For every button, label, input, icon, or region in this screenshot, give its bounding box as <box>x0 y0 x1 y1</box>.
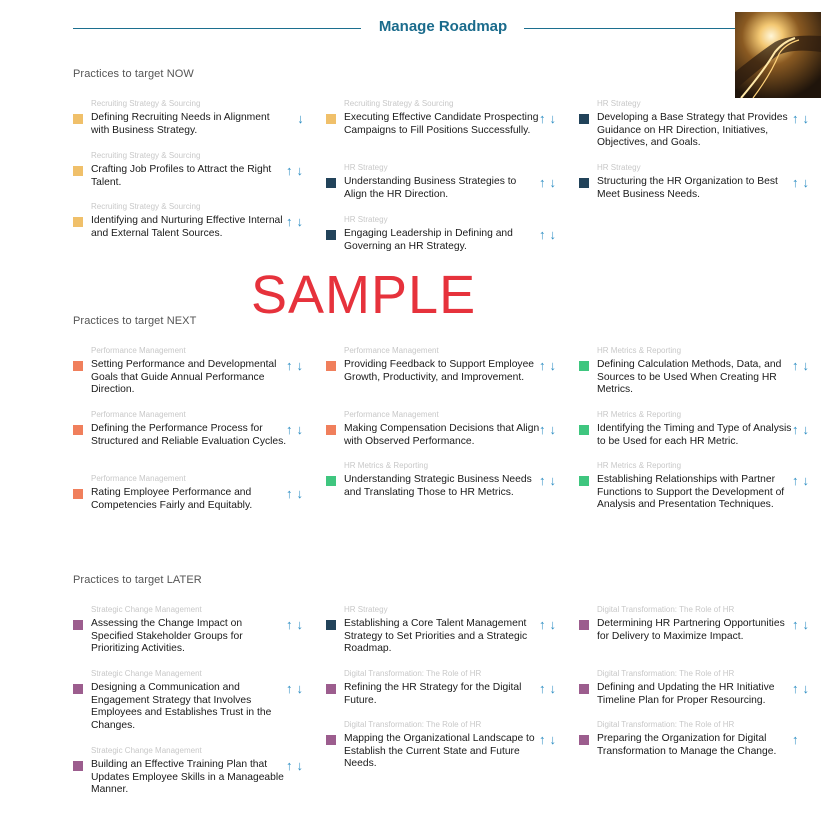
category-color-swatch <box>579 425 589 435</box>
roadmap-item <box>326 668 566 707</box>
roadmap-item <box>73 150 313 189</box>
item-category: HR Strategy <box>344 163 388 172</box>
category-color-swatch <box>326 230 336 240</box>
category-color-swatch <box>326 620 336 630</box>
item-category: Recruiting Strategy & Sourcing <box>91 202 201 211</box>
reorder-arrows <box>539 681 560 696</box>
item-category: HR Metrics & Reporting <box>344 461 429 470</box>
item-text: Building an Effective Training Plan that Updates Employee Skills in a Manageable Manner. <box>91 759 284 796</box>
move-up-icon[interactable]: ↑ <box>539 227 546 242</box>
item-category: HR Metrics & Reporting <box>597 410 682 419</box>
item-text: Rating Employee Performance and Competencies Fairly and Equitably. <box>91 487 253 511</box>
reorder-arrows <box>286 758 307 773</box>
item-row <box>326 176 566 201</box>
reorder-arrows <box>286 617 307 632</box>
move-up-icon[interactable]: ↑ <box>539 422 546 437</box>
item-category: HR Strategy <box>344 215 388 224</box>
reorder-arrows <box>792 111 813 126</box>
item-text: Defining and Updating the HR Initiative Timeline Plan for Proper Resourcing. <box>597 682 775 706</box>
category-color-swatch <box>579 114 589 124</box>
reorder-arrows <box>286 681 307 696</box>
page-title: Manage Roadmap <box>378 18 508 35</box>
move-up-icon[interactable]: ↑ <box>539 473 546 488</box>
move-down-icon[interactable]: ↓ <box>296 681 303 696</box>
roadmap-item <box>579 719 819 758</box>
item-category: Recruiting Strategy & Sourcing <box>91 99 201 108</box>
header-rule-right <box>524 28 735 29</box>
reorder-arrows <box>539 358 560 373</box>
item-category: Digital Transformation: The Role of HR <box>597 669 735 678</box>
reorder-arrows <box>539 732 560 747</box>
move-up-icon[interactable]: ↑ <box>539 111 546 126</box>
reorder-arrows <box>286 214 307 229</box>
item-category: HR Strategy <box>597 163 641 172</box>
category-color-swatch <box>579 476 589 486</box>
item-row <box>579 359 819 397</box>
item-text: Understanding Strategic Business Needs and Translating Those to HR Metrics. <box>344 474 532 498</box>
reorder-arrows <box>539 617 560 632</box>
move-up-icon[interactable]: ↑ <box>792 111 799 126</box>
item-row <box>326 474 566 499</box>
item-row <box>326 359 566 384</box>
item-row <box>579 423 819 448</box>
move-down-icon[interactable]: ↓ <box>802 681 809 696</box>
category-color-swatch <box>73 684 83 694</box>
move-down-icon[interactable]: ↓ <box>802 111 809 126</box>
item-text: Making Compensation Decisions that Align with Observed Performance. <box>344 423 540 447</box>
move-up-icon[interactable]: ↑ <box>539 175 546 190</box>
item-row <box>73 112 313 137</box>
roadmap-item <box>73 409 313 448</box>
move-up-icon[interactable]: ↑ <box>539 732 546 747</box>
item-row <box>326 228 566 253</box>
category-color-swatch <box>73 166 83 176</box>
item-text: Mapping the Organizational Landscape to Establish the Current State and Future Needs. <box>344 733 535 770</box>
category-color-swatch <box>326 425 336 435</box>
item-text: Preparing the Organization for Digital Transformation to Manage the Change. <box>597 733 777 757</box>
roadmap-item <box>73 745 313 797</box>
item-text: Establishing a Core Talent Management Strategy to Set Priorities and a Strategic Roadmap. <box>344 618 528 655</box>
category-color-swatch <box>579 684 589 694</box>
item-row <box>326 733 566 771</box>
item-text: Executing Effective Candidate Prospecting Campaigns to Fill Positions Successfully. <box>344 112 539 136</box>
move-up-icon[interactable]: ↑ <box>286 214 293 229</box>
header <box>0 0 840 60</box>
item-text: Engaging Leadership in Defining and Governing an HR Strategy. <box>344 228 513 252</box>
item-row <box>579 112 819 150</box>
reorder-arrows <box>792 681 813 696</box>
move-up-icon[interactable]: ↑ <box>792 473 799 488</box>
roadmap-item <box>579 345 819 397</box>
roadmap-item <box>579 460 819 512</box>
roadmap-item <box>73 345 313 397</box>
category-color-swatch <box>73 425 83 435</box>
move-down-icon[interactable]: ↓ <box>549 732 556 747</box>
item-text: Defining the Performance Process for Structured and Reliable Evaluation Cycles. <box>91 423 287 447</box>
move-down-icon[interactable]: ↓ <box>549 422 556 437</box>
item-row <box>326 618 566 656</box>
category-color-swatch <box>326 114 336 124</box>
move-down-icon[interactable]: ↓ <box>296 214 303 229</box>
roadmap-item <box>326 214 566 253</box>
roadmap-item <box>579 409 819 448</box>
reorder-arrows <box>792 175 813 190</box>
item-row <box>326 112 566 137</box>
roadmap-item <box>326 98 566 137</box>
move-up-icon[interactable]: ↑ <box>286 486 293 501</box>
roadmap-item <box>326 719 566 771</box>
move-down-icon[interactable]: ↓ <box>802 422 809 437</box>
category-color-swatch <box>579 361 589 371</box>
reorder-arrows <box>792 422 813 437</box>
reorder-arrows <box>539 422 560 437</box>
item-category: Strategic Change Management <box>91 669 202 678</box>
reorder-arrows <box>286 486 307 501</box>
move-up-icon[interactable]: ↑ <box>539 617 546 632</box>
reorder-arrows <box>286 422 307 437</box>
item-text: Structuring the HR Organization to Best Meet Business Needs. <box>597 176 778 200</box>
category-color-swatch <box>326 476 336 486</box>
item-row <box>73 487 313 512</box>
roadmap-item <box>326 162 566 201</box>
roadmap-item <box>326 604 566 656</box>
item-row <box>73 759 313 797</box>
move-up-icon[interactable]: ↑ <box>286 422 293 437</box>
category-color-swatch <box>326 735 336 745</box>
item-text: Developing a Base Strategy that Provides Guidance on HR Direction, Initiatives, Objectives, and Goals. <box>597 112 788 149</box>
roadmap-item <box>73 473 313 512</box>
category-color-swatch <box>73 761 83 771</box>
item-text: Providing Feedback to Support Employee Growth, Productivity, and Improvement. <box>344 359 535 383</box>
reorder-arrows <box>539 175 560 190</box>
move-up-icon[interactable]: ↑ <box>286 681 293 696</box>
roadmap-thumbnail-image <box>735 12 821 98</box>
item-category: Digital Transformation: The Role of HR <box>344 720 482 729</box>
item-category: Performance Management <box>344 410 439 419</box>
move-up-icon[interactable]: ↑ <box>286 617 293 632</box>
section-label: Practices to target NOW <box>73 68 194 80</box>
move-down-icon[interactable]: ↓ <box>549 227 556 242</box>
item-text: Defining Calculation Methods, Data, and Sources to be Used When Creating HR Metrics. <box>597 359 782 396</box>
item-category: HR Strategy <box>597 99 641 108</box>
move-down-icon[interactable]: ↓ <box>549 358 556 373</box>
move-up-icon[interactable]: ↑ <box>792 617 799 632</box>
item-row <box>73 359 313 397</box>
item-category: Performance Management <box>91 410 186 419</box>
item-category: HR Strategy <box>344 605 388 614</box>
move-up-icon[interactable]: ↑ <box>792 422 799 437</box>
move-down-icon[interactable]: ↓ <box>296 422 303 437</box>
arrow-spacer <box>286 111 293 126</box>
item-text: Determining HR Partnering Opportunities for Delivery to Maximize Impact. <box>597 618 785 642</box>
item-row <box>579 682 819 707</box>
item-text: Identifying the Timing and Type of Analysis to be Used for each HR Metric. <box>597 423 792 447</box>
item-text: Establishing Relationships with Partner Functions to Support the Development of Analysis and Presentation Techniques. <box>597 474 785 511</box>
item-row <box>579 176 819 201</box>
move-down-icon[interactable]: ↓ <box>549 111 556 126</box>
item-row <box>579 618 819 643</box>
reorder-arrows <box>286 163 307 178</box>
reorder-arrows <box>286 111 308 126</box>
item-text: Setting Performance and Developmental Goals that Guide Annual Performance Direction. <box>91 359 277 396</box>
move-down-icon[interactable]: ↓ <box>802 358 809 373</box>
item-row <box>579 474 819 512</box>
move-up-icon[interactable]: ↑ <box>286 163 293 178</box>
item-category: Strategic Change Management <box>91 746 202 755</box>
category-color-swatch <box>326 178 336 188</box>
item-category: Digital Transformation: The Role of HR <box>597 720 735 729</box>
roadmap-item <box>579 98 819 150</box>
item-category: Digital Transformation: The Role of HR <box>597 605 735 614</box>
move-down-icon[interactable]: ↓ <box>296 617 303 632</box>
category-color-swatch <box>73 620 83 630</box>
move-down-icon[interactable]: ↓ <box>549 617 556 632</box>
section-label: Practices to target LATER <box>73 574 202 586</box>
item-category: Performance Management <box>91 474 186 483</box>
item-category: Performance Management <box>344 346 439 355</box>
item-text: Refining the HR Strategy for the Digital Future. <box>344 682 522 706</box>
item-row <box>73 618 313 656</box>
move-down-icon[interactable]: ↓ <box>802 473 809 488</box>
roadmap-item <box>579 668 819 707</box>
category-color-swatch <box>326 361 336 371</box>
move-up-icon[interactable]: ↑ <box>286 358 293 373</box>
move-down-icon[interactable]: ↓ <box>549 175 556 190</box>
item-text: Assessing the Change Impact on Specified Stakeholder Groups for Prioritizing Activities. <box>91 618 243 655</box>
roadmap-item <box>579 604 819 643</box>
item-category: Performance Management <box>91 346 186 355</box>
roadmap-item <box>73 98 313 137</box>
reorder-arrows <box>792 473 813 488</box>
move-up-icon[interactable]: ↑ <box>792 681 799 696</box>
category-color-swatch <box>73 361 83 371</box>
category-color-swatch <box>326 684 336 694</box>
roadmap-item <box>326 409 566 448</box>
move-down-icon[interactable]: ↓ <box>802 617 809 632</box>
reorder-arrows <box>539 473 560 488</box>
category-color-swatch <box>579 735 589 745</box>
move-down-icon[interactable]: ↓ <box>296 358 303 373</box>
reorder-arrows <box>539 227 560 242</box>
move-down-icon[interactable]: ↓ <box>297 111 304 126</box>
item-row <box>73 423 313 448</box>
roadmap-item <box>579 162 819 201</box>
roadmap-item <box>326 460 566 499</box>
item-category: Recruiting Strategy & Sourcing <box>344 99 454 108</box>
move-down-icon[interactable]: ↓ <box>296 486 303 501</box>
move-down-icon[interactable]: ↓ <box>802 175 809 190</box>
category-color-swatch <box>73 217 83 227</box>
move-up-icon[interactable]: ↑ <box>539 358 546 373</box>
item-row <box>73 215 313 240</box>
move-down-icon[interactable]: ↓ <box>549 473 556 488</box>
item-category: Recruiting Strategy & Sourcing <box>91 151 201 160</box>
item-text: Crafting Job Profiles to Attract the Right Talent. <box>91 164 272 188</box>
item-row <box>73 164 313 189</box>
move-up-icon[interactable]: ↑ <box>539 681 546 696</box>
category-color-swatch <box>579 178 589 188</box>
roadmap-item <box>73 604 313 656</box>
roadmap-item <box>73 201 313 240</box>
category-color-swatch <box>73 489 83 499</box>
item-row <box>73 682 313 732</box>
sample-watermark: SAMPLE <box>251 265 477 325</box>
move-down-icon[interactable]: ↓ <box>296 163 303 178</box>
reorder-arrows <box>286 358 307 373</box>
header-rule-left <box>73 28 361 29</box>
item-row <box>326 682 566 707</box>
item-text: Defining Recruiting Needs in Alignment with Business Strategy. <box>91 112 270 136</box>
category-color-swatch <box>73 114 83 124</box>
item-text: Identifying and Nurturing Effective Internal and External Talent Sources. <box>91 215 283 239</box>
move-down-icon[interactable]: ↓ <box>549 681 556 696</box>
item-category: Digital Transformation: The Role of HR <box>344 669 482 678</box>
item-category: Strategic Change Management <box>91 605 202 614</box>
move-up-icon[interactable]: ↑ <box>286 758 293 773</box>
roadmap-item <box>326 345 566 384</box>
move-up-icon[interactable]: ↑ <box>792 358 799 373</box>
item-category: HR Metrics & Reporting <box>597 461 682 470</box>
move-up-icon[interactable]: ↑ <box>792 732 799 747</box>
reorder-arrows <box>792 617 813 632</box>
item-row <box>326 423 566 448</box>
move-up-icon[interactable]: ↑ <box>792 175 799 190</box>
section-label: Practices to target NEXT <box>73 315 197 327</box>
roadmap-item <box>73 668 313 732</box>
item-text: Understanding Business Strategies to Align the HR Direction. <box>344 176 517 200</box>
reorder-arrows <box>792 358 813 373</box>
reorder-arrows <box>792 732 803 747</box>
item-category: HR Metrics & Reporting <box>597 346 682 355</box>
category-color-swatch <box>579 620 589 630</box>
item-row <box>579 733 819 758</box>
reorder-arrows <box>539 111 560 126</box>
item-text: Designing a Communication and Engagement Strategy that Involves Employees and Establishes Trust in the Changes. <box>91 682 272 731</box>
move-down-icon[interactable]: ↓ <box>296 758 303 773</box>
